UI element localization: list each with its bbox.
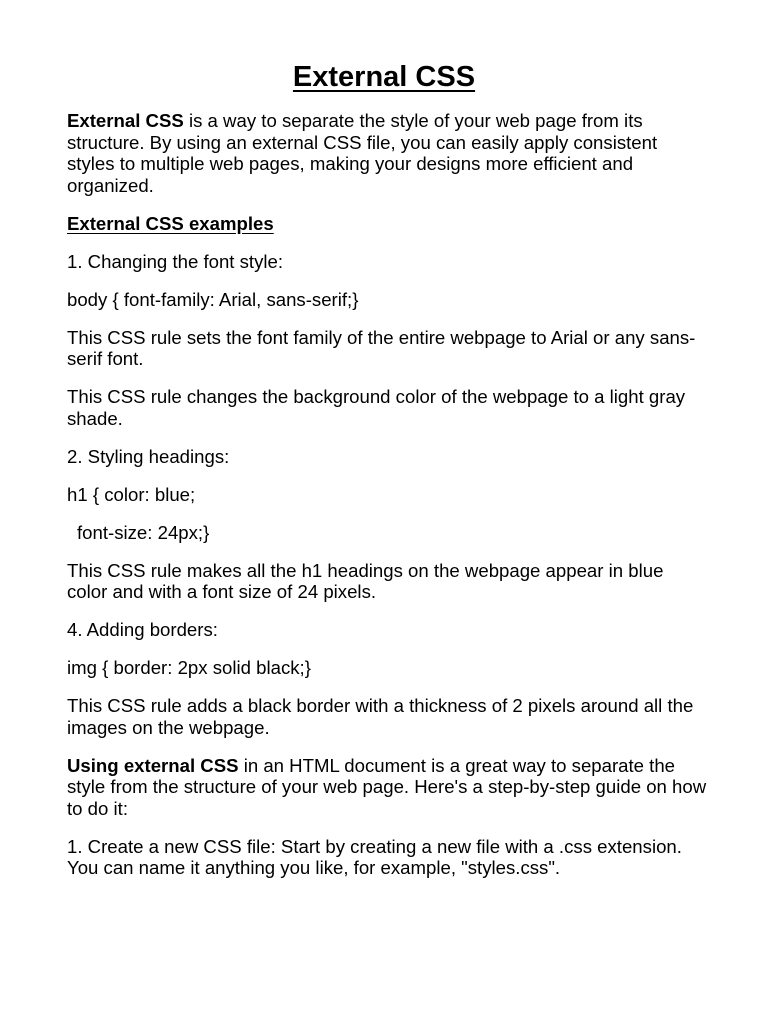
example-2-code-line-1: h1 { color: blue; [67,483,196,505]
example-1-code: body { font-family: Arial, sans-serif;} [67,288,359,310]
intro-paragraph [67,110,707,196]
example-1-title: 1. Changing the font style: [67,250,284,272]
examples-heading-text: External CSS examples [67,212,274,234]
example-2-title: 2. Styling headings: [67,445,230,467]
intro-rest: is a way to separate the style of your web page from its structure. By using an external CSS file, you can easily apply consistent styles to multiple web pages, making your designs more efficient and organized. [67,110,658,196]
step-1-paragraph: 1. Create a new CSS file: Start by creating a new file with a .css extension. You can name it anything you like, for example, "styles.css". [67,835,682,878]
page-title: External CSS [292,61,476,93]
usage-rest: in an HTML document is a great way to separate the style from the structure of your web page. Here's a step-by-step guide on how to do it: [67,754,707,819]
document-body [67,110,707,895]
example-1b-description: This CSS rule changes the background color of the webpage to a light gray shade. [67,386,686,429]
intro-lead: External CSS [67,110,184,131]
example-2-code-line-2: font-size: 24px;} [77,521,210,543]
example-2-description: This CSS rule makes all the h1 headings on the webpage appear in blue color and with a font size of 24 pixels. [67,559,664,602]
usage-paragraph [67,755,707,820]
example-4-description: This CSS rule adds a black border with a thickness of 2 pixels around all the images on the webpage. [67,695,694,738]
example-1-description: This CSS rule sets the font family of the entire webpage to Arial or any sans-serif font. [67,326,696,369]
usage-lead: Using external CSS [67,754,239,776]
example-4-title: 4. Adding borders: [67,619,218,640]
example-4-code: img { border: 2px solid black;} [67,657,311,678]
examples-heading [67,213,707,235]
